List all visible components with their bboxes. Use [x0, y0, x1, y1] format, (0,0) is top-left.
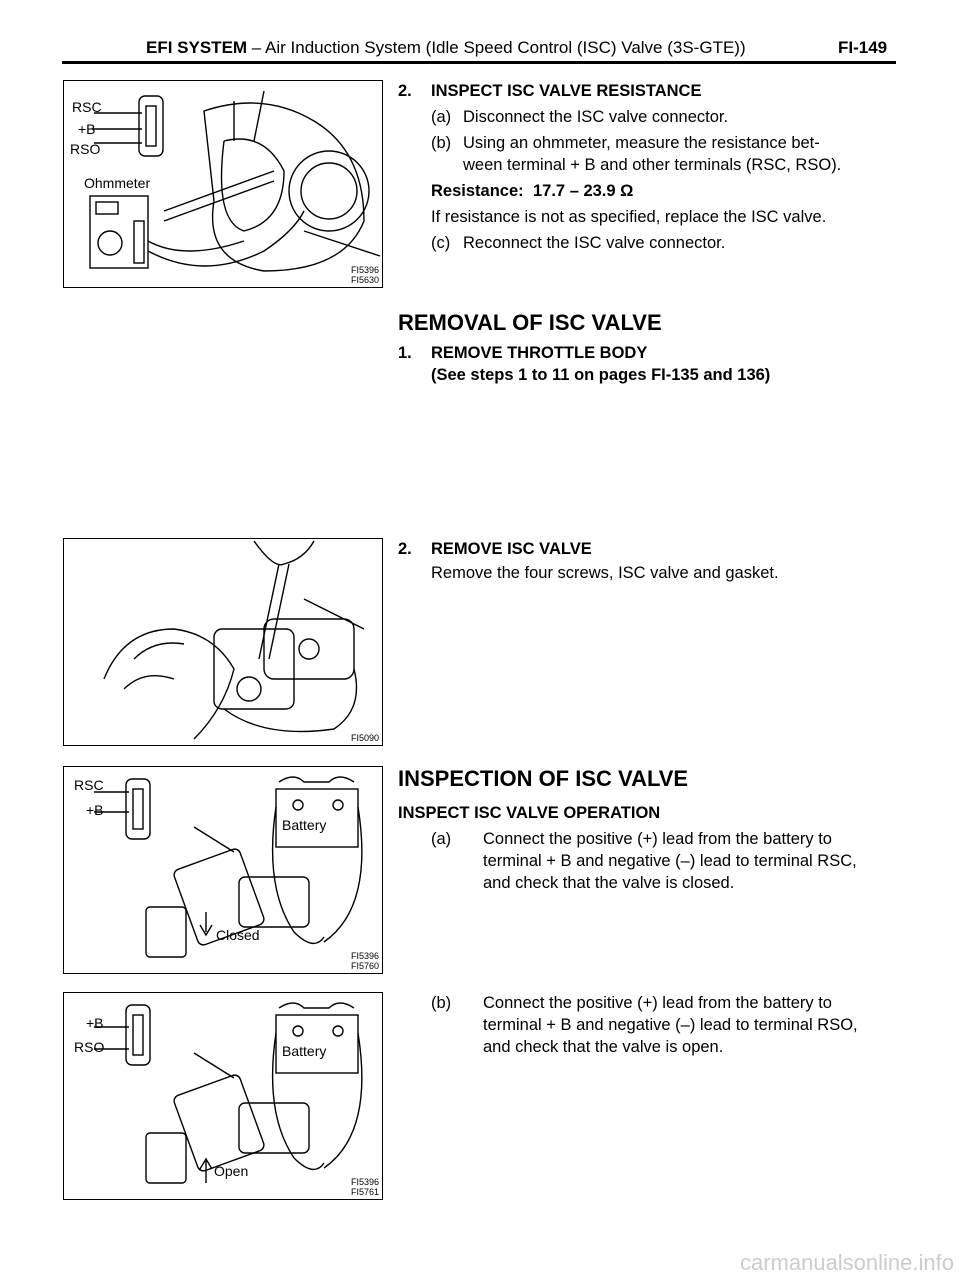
substep-text: Disconnect the ISC valve connector. [463, 108, 729, 126]
substep-text: Reconnect the ISC valve connector. [463, 234, 726, 252]
remove-valve-illustration [64, 539, 382, 745]
step-title: REMOVE ISC VALVE [431, 540, 592, 558]
label-rso: RSO [70, 141, 101, 157]
figure-valve-closed [63, 766, 383, 974]
substep-tag: (a) [431, 108, 452, 126]
figure-code: FI5396 FI5760 [350, 951, 379, 971]
step-note: (See steps 1 to 11 on pages FI-135 and 136) [431, 366, 771, 384]
substep-tag: (b) [431, 134, 452, 152]
step-number: 2. [398, 540, 412, 558]
substep-text: Using an ohmmeter, measure the resistance bet- [463, 134, 820, 152]
watermark: carmanualsonline.info [739, 1250, 954, 1275]
sub-heading: INSPECT ISC VALVE OPERATION [398, 804, 661, 822]
resistance-value: 17.7 – 23.9 Ω [533, 182, 634, 200]
substep-tag: (a) [431, 830, 452, 848]
step-title: INSPECT ISC VALVE RESISTANCE [431, 82, 702, 100]
page-header: EFI SYSTEM – Air Induction System (Idle Speed Control (ISC) Valve (3S-GTE)) [146, 38, 746, 57]
label-battery: Battery [282, 817, 327, 833]
substep-text: and check that the valve is open. [483, 1038, 724, 1056]
page-number: FI-149 [838, 38, 888, 57]
substep-text: terminal + B and negative (–) lead to terminal RSO, [483, 1016, 858, 1034]
step-title: REMOVE THROTTLE BODY [431, 344, 648, 362]
substep-text: Connect the positive (+) lead from the battery to [483, 994, 832, 1012]
substep-text: and check that the valve is closed. [483, 874, 735, 892]
label-plus-b: +B [86, 802, 104, 818]
figure-code: FI5396 FI5630 [350, 265, 379, 285]
substep-text: ween terminal + B and other terminals (RSC, RSO). [463, 156, 842, 174]
note-text: If resistance is not as specified, replace the ISC valve. [431, 208, 827, 226]
label-rsc: RSC [72, 99, 102, 115]
label-ohmmeter: Ohmmeter [84, 175, 151, 191]
substep-tag: (b) [431, 994, 452, 1012]
substep-text: Connect the positive (+) lead from the battery to [483, 830, 832, 848]
step-number: 1. [398, 344, 412, 362]
step-number: 2. [398, 82, 412, 100]
step-text: Remove the four screws, ISC valve and gasket. [431, 564, 779, 582]
figure-ohmmeter [63, 80, 383, 288]
label-closed: Closed [216, 927, 260, 943]
substep-tag: (c) [431, 234, 451, 252]
label-rso: RSO [74, 1039, 105, 1055]
label-plus-b: +B [78, 121, 96, 137]
section-heading-removal: REMOVAL OF ISC VALVE [398, 310, 662, 335]
substep-text: terminal + B and negative (–) lead to terminal RSC, [483, 852, 857, 870]
header-rule [62, 61, 896, 64]
label-plus-b: +B [86, 1015, 104, 1031]
label-rsc: RSC [74, 777, 104, 793]
figure-valve-open [63, 992, 383, 1200]
label-battery: Battery [282, 1043, 327, 1059]
figure-code: FI5090 [350, 733, 379, 743]
figure-remove-isc-valve [63, 538, 383, 746]
resistance-label: Resistance: [431, 182, 524, 200]
figure-code: FI5396 FI5761 [350, 1177, 379, 1197]
section-heading-inspection: INSPECTION OF ISC VALVE [398, 766, 689, 791]
label-open: Open [214, 1163, 249, 1179]
